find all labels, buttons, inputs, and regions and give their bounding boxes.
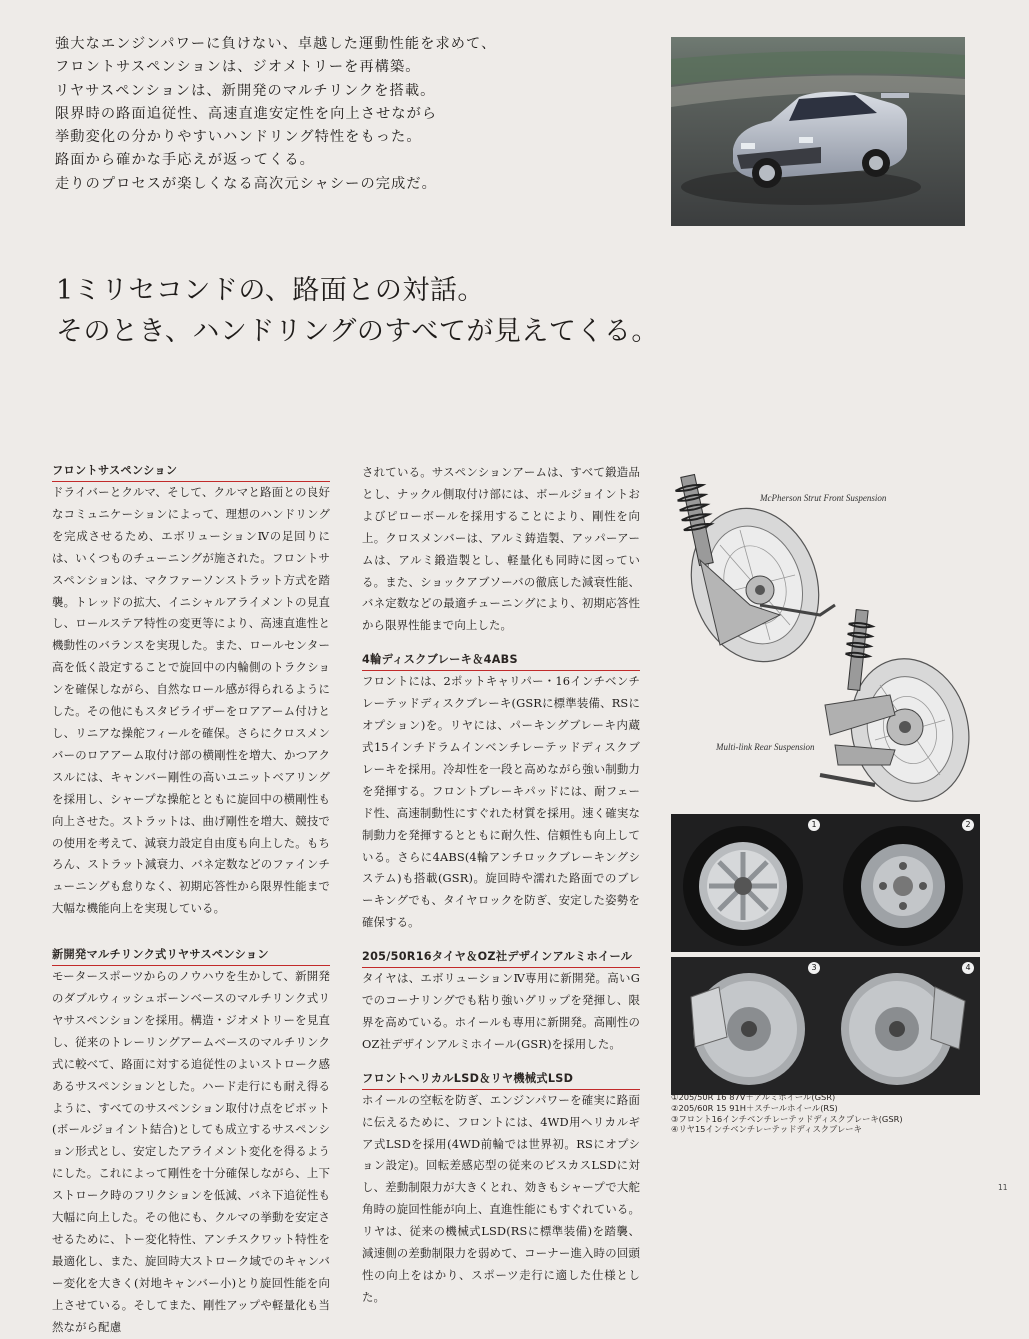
- rear-suspension-label: Multi-link Rear Suspension: [716, 742, 815, 752]
- headline: [56, 270, 659, 352]
- photo-number: 1: [808, 819, 820, 831]
- headline-line: 1ミリセコンドの、路面との対話。: [56, 275, 485, 306]
- photo-captions: [671, 1092, 991, 1135]
- car-photo: [671, 37, 965, 226]
- section-body: モータースポーツからのノウハウを生かして、新開発のダブルウィッシュボーンベースのマルチリンク式リヤサスペンションを採用。構造・ジオメトリーを見直し、従来のトレーリングアームベースのマルチリンク式に較べて、路面に対する追従性のよいストローク感あるサスペンションとした。ハード走行にも耐え得るように、すべてのサスペンション取付け点をピボット(ボールジョイント結合)としても成立するサスペンション形式とし、安定したアライメント変化を得るようにした。これによって剛性を十分確保しながら、上下ストローク時のフリクションを低減、バネ下追従性も大幅に向上した。その他にも、クルマの挙動を安定させるために、トー変化特性、アンチスクワット特性を最適化し、また、旋回時大ストローク域でのキャンバー変化を大きく(対地キャンバー小)とり旋回性能を向上させている。そしてまた、剛性アップや軽量化も当然ながら配慮: [52, 969, 330, 1334]
- rear-wheel-drawing: [820, 610, 980, 805]
- front-suspension-label: McPherson Strut Front Suspension: [760, 493, 887, 503]
- headline-line: そのとき、ハンドリングのすべてが見えてくる。: [56, 316, 659, 347]
- section-body: タイヤは、エボリューションⅣ専用に新開発。高いGでのコーナリングでも粘り強いグリップを発揮し、限界を高めている。ホイールも専用に新開発。高剛性のOZ社デザインアルミホイール(GSR)を採用した。: [362, 971, 640, 1051]
- front-wheel-drawing: [672, 475, 838, 679]
- intro-line: 走りのプロセスが楽しくなる高次元シャシーの完成だ。: [55, 175, 437, 192]
- intro-line: 挙動変化の分かりやすいハンドリング特性をもった。: [55, 129, 422, 146]
- suspension-illustration: [660, 465, 980, 805]
- intro-line: フロントサスペンションは、ジオメトリーを再構築。: [55, 59, 421, 76]
- section-title-front-suspension: フロントサスペンション: [52, 462, 330, 482]
- caption: ④リヤ15インチベンチレーテッドディスクブレーキ: [671, 1124, 862, 1135]
- section-title-tires: 205/50R16タイヤ＆OZ社デザインアルミホイール: [362, 948, 640, 968]
- intro-line: 強大なエンジンパワーに負けない、卓越した運動性能を求めて、: [55, 36, 497, 52]
- text-column-2: [362, 462, 640, 1309]
- section-title-brakes: 4輪ディスクブレーキ＆4ABS: [362, 651, 640, 671]
- page-number: 11: [998, 1183, 1008, 1192]
- intro-line: 路面から確かな手応えが返ってくる。: [55, 152, 315, 169]
- caption: ①205/50R 16 87V＋アルミホイール(GSR): [671, 1092, 836, 1102]
- photo-number: 2: [962, 819, 974, 831]
- section-body: ホイールの空転を防ぎ、エンジンパワーを確実に路面に伝えるために、フロントには、4WD用ヘリカルギア式LSDを採用(4WD前輪では世界初。RSにオプション設定)。回転差感応型の従来のビスカスLSDに対し、差動制限力が大きくとれ、効きもシャープで大舵角時の旋回性能が向上、直進性能にもすぐれている。リヤは、従来の機械式LSD(RSに標準装備)を踏襲、減速側の差動制限力を弱めて、コーナー進入時の回頭性の向上をはかり、スポーツ走行に適した仕様とした。: [362, 1092, 640, 1304]
- section-title-lsd: フロントヘリカルLSD＆リヤ機械式LSD: [362, 1070, 640, 1090]
- photo-number: 4: [962, 962, 974, 974]
- section-body: ドライバーとクルマ、そして、クルマと路面との良好なコミュニケーションによって、理想のハンドリングを完成させるため、エボリューションⅣの足回りには、いくつものチューニングが施された。フロントサスペンションは、マクファーソンストラット方式を踏襲。トレッドの拡大、イニシャルアライメントの見直し、ロールステア特性の変更等により、高速直進性と機動性のバランスを実現した。また、ロールセンター高を低く設定することで旋回中の内輪側のトラクションを確保しながら、自然なロール感が得られるようにした。その他にもスタビライザーをロアアーム付けとし、リニアな操舵フィールを確保。さらにクロスメンバーのロアアーム取付け部の横剛性を増大、かつアクスルには、キャンバー剛性の高いユニットベアリングを採用し、シャープな操舵とともに旋回中の横剛性も向上させた。ストラットは、曲げ剛性を増大、競技での使用を考えて、減衰力設定自由度も向上した。もちろん、ストラット減衰力、バネ定数などのファインチューニングも怠りなく、初期応答性から限界性能まで大幅な機能向上を実現している。: [52, 485, 330, 916]
- suspension-drawing: [660, 465, 980, 805]
- caption: ③フロント16インチベンチレーテッドディスクブレーキ(GSR): [671, 1113, 903, 1124]
- photo-number: 3: [808, 962, 820, 974]
- section-title-rear-suspension: 新開発マルチリンク式リヤサスペンション: [52, 946, 330, 966]
- intro-line: 限界時の路面追従性、高速直進安定性を向上させながら: [55, 105, 438, 122]
- photo-front-brake: [671, 957, 826, 1095]
- photo-steel-wheel: [825, 814, 980, 952]
- photo-rear-brake: [825, 957, 980, 1095]
- caption: ②205/60R 15 91H＋スチールホイール(RS): [671, 1102, 838, 1113]
- photo-alloy-wheel: [671, 814, 826, 952]
- section-body: フロントには、2ポットキャリパー・16インチベンチレーテッドディスクブレーキ(GSRに標準装備、RSにオプション)を。リヤには、パーキングブレーキ内蔵式15インチドラムインベンチレーテッドディスクブレーキを採用。冷却性を一段と高めながら強い制動力を発揮する。フロントブレーキパッドには、耐フェード性、高速制動性にすぐれた材質を採用。速く確実な制動力を発揮するとともに耐久性、信頼性も向上している。さらに4ABS(4輪アンチロックブレーキングシステム)も搭載(GSR)。旋回時や濡れた路面でのブレーキングでも、タイヤロックを防ぎ、安定した姿勢を確保する。: [362, 674, 640, 930]
- section-body: されている。サスペンションアームは、すべて鍛造品とし、ナックル側取付け部には、ボールジョイントおよびピローボールを採用することにより、剛性を向上。クロスメンバーは、アルミ鋳造製、アッパーアームは、アルミ鍛造製とし、軽量化も同時に図っている。また、ショックアブソーバの徹底した減衰性能、バネ定数などの最適チューニングにより、初期応答性から限界性能まで向上した。: [362, 465, 640, 633]
- intro-text: [55, 33, 655, 196]
- text-column-1: [52, 462, 330, 1339]
- intro-line: リヤサスペンションは、新開発のマルチリンクを搭載。: [55, 82, 436, 99]
